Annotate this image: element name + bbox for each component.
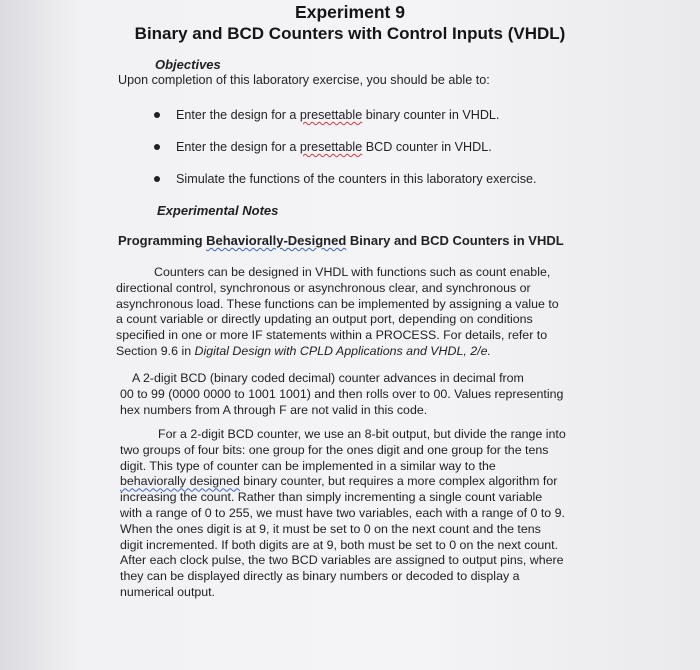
book-title: Digital Design with CPLD Applications and VHDL, 2/e. <box>194 343 491 358</box>
bullet-text-pre: Enter the design for a <box>176 108 300 122</box>
section-heading <box>118 233 564 248</box>
paragraph-line: digit incremented. If both digits are at 9, both must be set to 0 on the next count. <box>120 537 559 552</box>
experiment-subtitle: Binary and BCD Counters with Control Inputs (VHDL) <box>134 24 566 43</box>
bullet-text-pre: Simulate the functions of the counters in this laboratory exercise. <box>176 172 537 186</box>
paragraph-line <box>116 344 616 360</box>
paragraph-line: When the ones digit is at 9, it must be set to 0 on the next count and the tens <box>120 521 541 536</box>
bullet-dot-icon <box>154 144 160 150</box>
paragraph-line: with a range of 0 to 255, we must have two variables, each with a range of 0 to 9. <box>120 505 565 520</box>
section-heading-pre: Programming <box>118 233 207 248</box>
paragraph-line <box>120 474 620 490</box>
experimental-notes-heading: Experimental Notes <box>157 203 279 218</box>
grammar-flag: behaviorally designed <box>120 474 240 489</box>
objective-bullet <box>154 172 537 186</box>
paragraph-line: asynchronous load. These functions can be implemented by assigning a value to <box>116 296 559 311</box>
paragraph-line: a count variable or directly updating an output port, depending on conditions <box>116 312 533 327</box>
bullet-text-post: binary counter in VHDL. <box>362 108 500 122</box>
bullet-dot-icon <box>154 112 160 118</box>
paragraph-line: numerical output. <box>120 584 216 599</box>
paragraph-line: After each clock pulse, the two BCD variables are assigned to output pins, where <box>120 553 564 568</box>
paragraph-line: they can be displayed directly as binary numbers or decoded to display a <box>120 569 520 584</box>
paragraph-line: increasing the count. Rather than simply incrementing a single count variable <box>120 490 543 505</box>
paragraph-line: two groups of four bits: one group for the ones digit and one group for the tens <box>120 442 549 457</box>
objectives-intro: Upon completion of this laboratory exercise, you should be able to: <box>118 73 490 87</box>
paragraph-line: directional control, synchronous or asynchronous clear, and synchronous or <box>116 280 531 295</box>
paragraph-bcd <box>120 371 620 418</box>
paragraph-line: For a 2-digit BCD counter, we use an 8-bit output, but divide the range into <box>158 427 566 441</box>
paragraph-line-post: binary counter, but requires a more complex algorithm for <box>239 474 558 489</box>
paragraph-line: digit. This type of counter can be implemented in a similar way to the <box>120 458 496 473</box>
paragraph-line: Counters can be designed in VHDL with functions such as count enable, <box>154 265 551 279</box>
objectives-heading: Objectives <box>155 57 221 72</box>
paragraph-counters <box>116 265 616 360</box>
spellcheck-flag: presettable <box>299 108 363 122</box>
grammar-flag: Behaviorally-Designed <box>206 233 347 248</box>
paragraph-line: hex numbers from A through F are not valid in this code. <box>120 402 428 417</box>
paragraph-two-digit <box>120 427 620 601</box>
bullet-text-post: BCD counter in VHDL. <box>362 140 492 154</box>
reference-pre: Section 9.6 in <box>116 343 195 358</box>
spellcheck-flag: presettable <box>299 140 363 154</box>
objective-bullet <box>154 140 492 154</box>
paragraph-line: A 2-digit BCD (binary coded decimal) counter advances in decimal from <box>132 371 524 385</box>
experiment-title: Experiment 9 <box>295 2 405 22</box>
objective-bullet <box>154 108 499 122</box>
paragraph-line: 00 to 99 (0000 0000 to 1001 1001) and then rolls over to 00. Values representing <box>120 386 564 401</box>
section-heading-post: Binary and BCD Counters in VHDL <box>346 233 564 248</box>
bullet-dot-icon <box>154 176 160 182</box>
bullet-text-pre: Enter the design for a <box>176 140 300 154</box>
paragraph-line: specified in one or more IF statements within a PROCESS. For details, refer to <box>116 328 548 343</box>
